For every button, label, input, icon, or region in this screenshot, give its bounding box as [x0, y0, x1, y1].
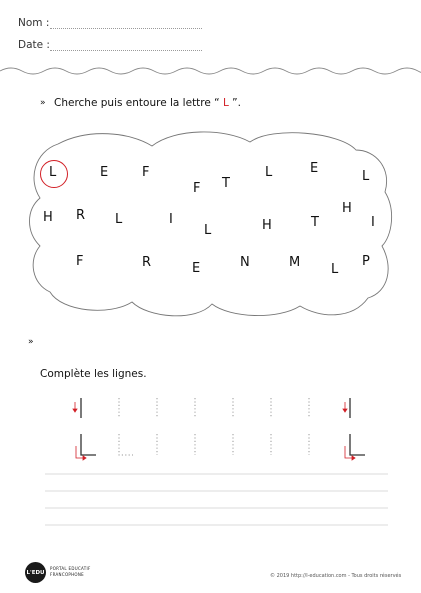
red-arrow-icon	[73, 402, 347, 412]
ledu-logo: L'EDU	[25, 562, 46, 583]
letter[interactable]: T	[311, 215, 319, 230]
writing-lines	[45, 474, 388, 525]
trace-row-l-dots	[119, 434, 309, 455]
letter[interactable]: F	[142, 165, 150, 180]
trace-row-vertical	[81, 398, 350, 418]
portal-line1: PORTAL EDUCATIF	[50, 566, 91, 571]
letter[interactable]: P	[362, 254, 370, 269]
letter[interactable]: I	[169, 212, 173, 227]
exercise2-arrow: »	[28, 337, 34, 347]
letter[interactable]: F	[193, 181, 201, 196]
letter[interactable]: H	[342, 201, 352, 216]
trace-row-vertical-dots	[119, 398, 309, 418]
letter[interactable]: E	[310, 161, 319, 176]
letter[interactable]: L	[331, 262, 339, 277]
portal-line2: FRANCOPHONE	[50, 571, 84, 577]
portal-text	[50, 566, 91, 577]
instruction-text-before: Cherche puis entoure la lettre “	[54, 97, 223, 109]
letter[interactable]: H	[262, 218, 272, 233]
copyright-text: © 2019 http://l-education.com - Tous droits réservés	[270, 573, 402, 579]
instruction-text-after: ”.	[228, 97, 241, 109]
letter[interactable]: H	[43, 210, 53, 225]
letter[interactable]: E	[192, 261, 201, 276]
letter[interactable]: F	[76, 254, 84, 269]
letter[interactable]: R	[142, 255, 152, 270]
exercise2-title: Complète les lignes.	[40, 368, 147, 380]
red-corner-arrow-icon	[76, 446, 355, 460]
letter[interactable]: L	[49, 165, 57, 180]
date-label: Date :	[18, 39, 50, 51]
letter[interactable]: L	[115, 212, 123, 227]
letter[interactable]: I	[371, 215, 375, 230]
target-letter: L	[222, 97, 229, 109]
letter[interactable]: E	[100, 165, 109, 180]
letter[interactable]: R	[76, 208, 86, 223]
letter[interactable]: N	[240, 255, 250, 270]
exercise1-arrow: »	[40, 98, 46, 108]
letter[interactable]: L	[204, 223, 212, 238]
letter[interactable]: L	[362, 169, 370, 184]
trace-row-l	[81, 434, 365, 455]
letter[interactable]: T	[222, 176, 230, 191]
letter[interactable]: L	[265, 165, 273, 180]
name-label: Nom :	[18, 17, 50, 29]
letter[interactable]: M	[289, 255, 301, 270]
